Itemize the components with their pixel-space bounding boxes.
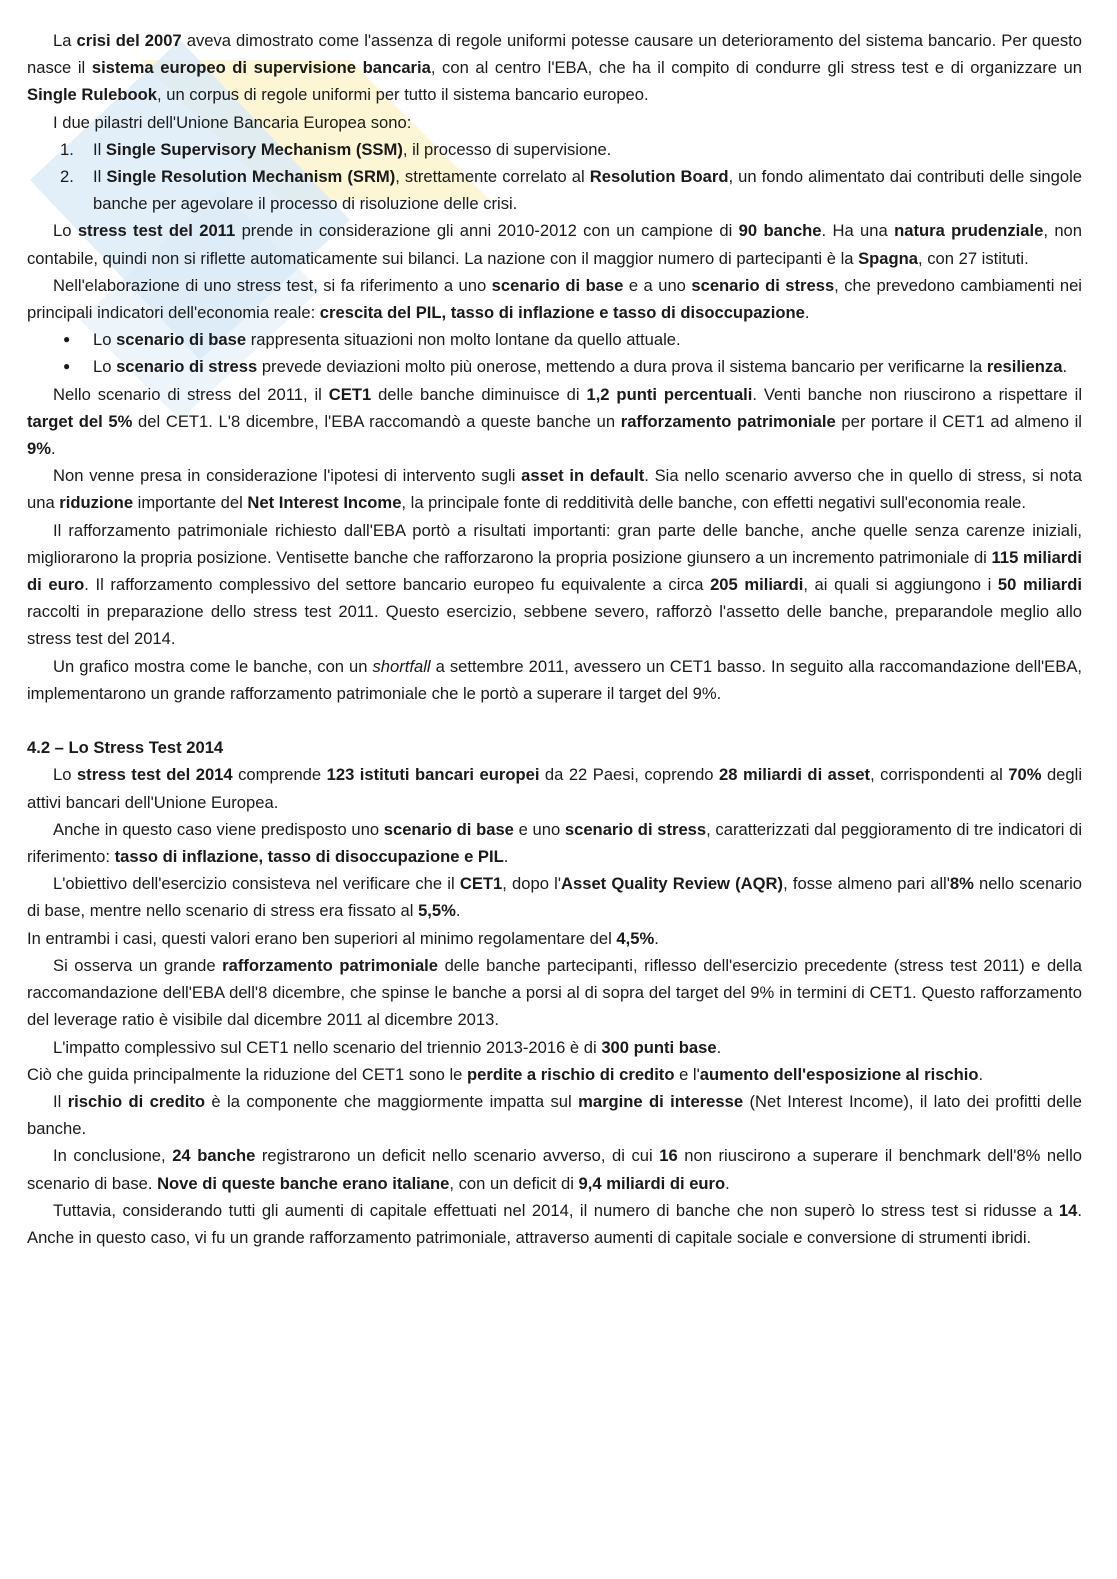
bold-text: CET1 bbox=[459, 874, 503, 894]
bold-text: 28 miliardi di asset bbox=[719, 765, 871, 785]
bold-text: natura prudenziale bbox=[894, 221, 1044, 241]
text-run: prende in considerazione gli anni 2010-2012 con un campione di bbox=[235, 221, 739, 241]
text-run: Il rafforzamento patrimoniale richiesto dall'EBA portò a risultati importanti: gran parte delle banche, anche quelle senza carenze iniziali, migliorarono la propria posizione. Ventisette banche che rafforzarono la propria posizione giunsero a un incremento patrimoniale di bbox=[27, 520, 1082, 567]
text-run: raccolti in preparazione dello stress test 2011. Questo esercizio, sebbene severo, rafforzò l'assetto delle banche, preparandole meglio allo stress test del 2014. bbox=[27, 602, 1082, 649]
bold-text: 300 punti base bbox=[601, 1037, 717, 1057]
paragraph bbox=[27, 1197, 1082, 1251]
text-run: , con 27 istituti. bbox=[918, 248, 1029, 268]
text-run: . Il rafforzamento complessivo del settore bancario europeo fu equivalente a circa bbox=[84, 575, 711, 595]
text-run: importante del bbox=[133, 493, 248, 513]
text-run: delle banche diminuisce di bbox=[371, 384, 587, 404]
bold-text: crescita del PIL, tasso di inflazione e tasso di disoccupazione bbox=[319, 303, 805, 323]
text-run: per portare il CET1 ad almeno il bbox=[835, 411, 1082, 431]
bold-text: 16 bbox=[659, 1146, 678, 1166]
bold-text: sistema europeo di supervisione bancaria bbox=[91, 58, 431, 78]
text-run: . bbox=[1062, 357, 1068, 377]
paragraph bbox=[27, 217, 1082, 271]
text-run: aveva dimostrato come l'assenza di regole uniformi potesse causare un deterioramento del sistema bancario. Per questo nasce il bbox=[27, 31, 1082, 78]
text-run: Tuttavia, considerando tutti gli aumenti di capitale effettuati nel 2014, il numero di banche che non superò lo stress test si ridusse a bbox=[53, 1200, 1059, 1220]
bold-text: Single Resolution Mechanism (SRM) bbox=[106, 167, 396, 187]
text-run: del CET1. L'8 dicembre, l'EBA raccomandò a queste banche un bbox=[132, 411, 621, 431]
text-run: , che prevedono cambiamenti nei principali indicatori dell'economia reale: bbox=[27, 275, 1082, 323]
text-run: L'obiettivo dell'esercizio consisteva nel verificare che il bbox=[53, 874, 460, 894]
text-run: In conclusione, bbox=[53, 1146, 173, 1166]
text-run: Lo bbox=[53, 221, 78, 241]
text-run: , non contabile, quindi non si riflette automaticamente sui bilanci. La nazione con il maggior numero di partecipanti è la bbox=[27, 221, 1082, 268]
text-run: , un fondo alimentato dai contributi delle singole banche per agevolare il processo di risoluzione delle crisi. bbox=[93, 167, 1082, 214]
text-run: rappresenta situazioni non molto lontane da quello attuale. bbox=[246, 330, 681, 350]
text-run: Lo bbox=[93, 357, 117, 377]
bullet-icon: ● bbox=[63, 332, 71, 347]
text-run: . bbox=[804, 303, 810, 323]
text-run: Nello scenario di stress del 2011, il bbox=[53, 384, 329, 404]
text-run: Un grafico mostra come le banche, con un bbox=[53, 656, 373, 676]
paragraph bbox=[27, 1034, 1082, 1061]
bold-text: Single Supervisory Mechanism (SSM) bbox=[105, 139, 403, 159]
bold-text: aumento dell'esposizione al rischio bbox=[699, 1064, 979, 1084]
bold-text: stress test del 2011 bbox=[77, 221, 236, 241]
text-run: non riuscirono a superare il benchmark dell'8% nello scenario di base. bbox=[27, 1146, 1082, 1193]
bold-text: 90 banche bbox=[738, 221, 822, 241]
bold-text: margine di interesse bbox=[578, 1091, 744, 1111]
paragraph bbox=[27, 109, 1082, 136]
italic-text: shortfall bbox=[372, 656, 431, 676]
bold-text: Spagna bbox=[858, 248, 919, 268]
paragraph bbox=[27, 27, 1082, 109]
text-run: Non venne presa in considerazione l'ipotesi di intervento sugli bbox=[53, 466, 522, 486]
paragraph bbox=[27, 462, 1082, 516]
text-run: . bbox=[978, 1064, 984, 1084]
bold-text: 1,2 punti percentuali bbox=[586, 384, 753, 404]
bold-text: 123 istituti bancari europei bbox=[326, 765, 540, 785]
text-run: La bbox=[53, 31, 77, 50]
list-number: 1. bbox=[60, 139, 74, 159]
bold-text: 50 miliardi bbox=[997, 575, 1082, 595]
paragraph bbox=[27, 925, 1082, 952]
bold-text: Single Rulebook bbox=[27, 85, 157, 105]
text-run: . Anche in questo caso, vi fu un grande rafforzamento patrimoniale, attraverso aumenti di capitale sociale e conversione di strumenti ibridi. bbox=[27, 1200, 1082, 1247]
text-run: , la principale fonte di redditività delle banche, con effetti negativi sull'economia reale. bbox=[401, 493, 1027, 513]
text-run: Nell'elaborazione di uno stress test, si fa riferimento a uno bbox=[53, 275, 492, 295]
text-run: Lo bbox=[53, 765, 77, 785]
text-run: Il bbox=[93, 139, 106, 159]
bold-text: 115 miliardi di euro bbox=[27, 547, 1082, 595]
paragraph bbox=[27, 870, 1082, 924]
bold-text: 205 miliardi bbox=[710, 575, 804, 595]
text-run: . bbox=[455, 901, 461, 921]
text-run: e uno bbox=[513, 819, 565, 839]
text-run: , ai quali si aggiungono i bbox=[803, 575, 998, 595]
bold-text: scenario di stress bbox=[564, 819, 707, 839]
text-run: (Net Interest Income), il lato dei profitti delle banche. bbox=[27, 1091, 1082, 1139]
bold-text: rafforzamento patrimoniale bbox=[222, 955, 439, 975]
text-run: , il processo di supervisione. bbox=[402, 139, 612, 159]
text-run: Anche in questo caso viene predisposto uno bbox=[53, 819, 384, 839]
bold-text: scenario di base bbox=[491, 275, 624, 295]
bold-text: tasso di inflazione, tasso di disoccupazione e PIL bbox=[114, 847, 504, 867]
bold-text: riduzione bbox=[59, 493, 134, 513]
bold-text: crisi del 2007 bbox=[76, 31, 182, 50]
bold-text: asset in default bbox=[521, 466, 645, 486]
bold-text: 9,4 miliardi di euro bbox=[578, 1173, 726, 1193]
bold-text: Nove di queste banche erano italiane bbox=[157, 1173, 450, 1193]
section-heading bbox=[27, 734, 1082, 761]
text-run: , dopo l' bbox=[502, 874, 561, 894]
bold-text: Net Interest Income bbox=[247, 493, 402, 513]
text-run: , con al centro l'EBA, che ha il compito di condurre gli stress test e di organizzare un bbox=[430, 58, 1083, 78]
text-run: . Venti banche non riuscirono a rispettare il bbox=[752, 384, 1083, 404]
text-run: Il bbox=[53, 1091, 68, 1111]
list-number: 2. bbox=[60, 167, 74, 187]
text-run: L'impatto complessivo sul CET1 nello scenario del triennio 2013-2016 è di bbox=[53, 1037, 602, 1057]
bold-text: 24 banche bbox=[172, 1146, 256, 1166]
text-run: , con un deficit di bbox=[449, 1173, 579, 1193]
bold-text: scenario di base bbox=[116, 330, 247, 350]
text-run: degli attivi bancari dell'Unione Europea. bbox=[27, 765, 1083, 812]
bold-text: stress test del 2014 bbox=[76, 765, 233, 785]
text-run: è la componente che maggiormente impatta sul bbox=[204, 1091, 579, 1111]
text-run: a settembre 2011, avessero un CET1 basso. In seguito alla raccomandazione dell'EBA, implementarono un grande rafforzamento patrimoniale che le portò a superare il target del 9%. bbox=[27, 656, 1082, 703]
text-run: Il bbox=[93, 167, 107, 187]
paragraph bbox=[27, 517, 1082, 653]
text-run: Ciò che guida principalmente la riduzione del CET1 sono le bbox=[27, 1064, 467, 1084]
bold-text: scenario di stress bbox=[691, 275, 835, 295]
bold-text: CET1 bbox=[328, 384, 372, 404]
text-run: . Sia nello scenario avverso che in quello di stress, si nota una bbox=[27, 466, 1082, 513]
document-body bbox=[27, 27, 1082, 1251]
text-run: prevede deviazioni molto più onerose, mettendo a dura prova il sistema bancario per verificarne la bbox=[257, 357, 987, 377]
bold-text: target del 5% bbox=[27, 411, 133, 431]
paragraph bbox=[27, 1088, 1082, 1142]
paragraph bbox=[27, 653, 1082, 707]
text-run: I due pilastri dell'Unione Bancaria Europea sono: bbox=[53, 112, 412, 132]
bold-text: Asset Quality Review (AQR) bbox=[561, 874, 784, 894]
bold-text: 9% bbox=[27, 439, 51, 459]
paragraph bbox=[27, 761, 1082, 815]
numbered-list-item bbox=[27, 136, 1082, 163]
text-run: . Ha una bbox=[821, 221, 895, 241]
bold-text: 4,5% bbox=[616, 928, 655, 948]
text-run: . bbox=[503, 847, 509, 867]
text-run: delle banche partecipanti, riflesso dell'esercizio precedente (stress test 2011) e della raccomandazione dell'EBA dell'8 dicembre, che spinse le banche a porsi al di sopra del target del 9% in termini di CET1. Questo rafforzamento del leverage ratio è visibile dal dicembre 2011 al dicembre 2013. bbox=[27, 955, 1083, 1030]
text-run: , corrispondenti al bbox=[870, 765, 1009, 785]
text-run: , fosse almeno pari all' bbox=[783, 874, 950, 894]
text-run: nello scenario di base, mentre nello scenario di stress era fissato al bbox=[27, 874, 1082, 921]
text-run: , un corpus di regole uniformi per tutto il sistema bancario europeo. bbox=[157, 85, 649, 105]
numbered-list-item bbox=[27, 163, 1082, 217]
text-run: , caratterizzati dal peggioramento di tre indicatori di riferimento: bbox=[27, 819, 1083, 867]
bullet-list-item bbox=[27, 353, 1082, 380]
text-run: . bbox=[716, 1037, 722, 1057]
text-run: e a uno bbox=[623, 275, 692, 295]
paragraph bbox=[27, 381, 1082, 463]
bold-text: 70% bbox=[1008, 765, 1042, 785]
text-run: e l' bbox=[674, 1064, 700, 1084]
text-run: , strettamente correlato al bbox=[395, 167, 590, 187]
text-run: Si osserva un grande bbox=[53, 955, 223, 975]
text-run: da 22 Paesi, coprendo bbox=[539, 765, 720, 785]
text-run: In entrambi i casi, questi valori erano ben superiori al minimo regolamentare del bbox=[27, 928, 617, 948]
bold-text: perdite a rischio di credito bbox=[467, 1064, 675, 1084]
bold-text: 14 bbox=[1058, 1200, 1078, 1220]
bold-text: resilienza bbox=[986, 357, 1063, 377]
text-run: comprende bbox=[232, 765, 327, 785]
bold-text: 8% bbox=[949, 874, 974, 894]
text-run: . bbox=[654, 928, 659, 948]
paragraph bbox=[27, 1142, 1082, 1196]
bold-text: Resolution Board bbox=[589, 167, 729, 187]
bold-text: rischio di credito bbox=[67, 1091, 205, 1111]
bold-text: scenario di base bbox=[383, 819, 514, 839]
bold-text: rafforzamento patrimoniale bbox=[620, 411, 836, 431]
text-run: Lo bbox=[93, 330, 117, 350]
text-run: registrarono un deficit nello scenario avverso, di cui bbox=[255, 1146, 660, 1166]
text-run: . bbox=[50, 439, 56, 459]
paragraph bbox=[27, 1061, 1082, 1088]
bold-text: scenario di stress bbox=[116, 357, 258, 377]
paragraph bbox=[27, 272, 1082, 326]
text-run: 4.2 – Lo Stress Test 2014 bbox=[27, 738, 224, 758]
bullet-icon: ● bbox=[63, 359, 71, 374]
paragraph bbox=[27, 952, 1082, 1034]
bold-text: 5,5% bbox=[418, 901, 456, 921]
bullet-list-item bbox=[27, 326, 1082, 353]
text-run: . bbox=[725, 1173, 730, 1193]
paragraph bbox=[27, 816, 1082, 870]
blank-line bbox=[27, 707, 1082, 734]
